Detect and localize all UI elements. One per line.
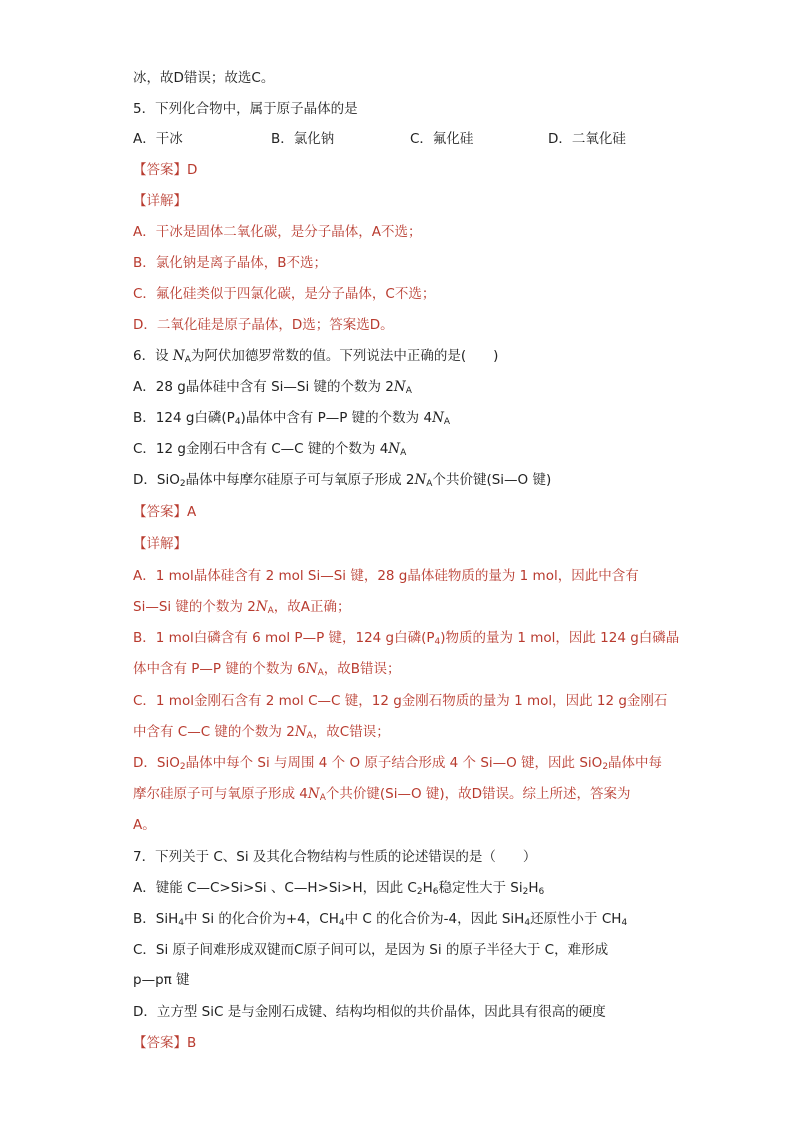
subscript: 2 [416,887,423,897]
q6-option-c [133,439,406,459]
text: B．1 mol白磷含有 6 mol P—P 键，124 g白磷(P [133,630,435,646]
text: 个共价键(Si—O 键) [432,472,552,488]
answer-label: 【答案】 [133,504,187,520]
q7-option-b [133,909,627,929]
q6-option-d [133,470,551,490]
question-text: 5．下列化合物中，属于原子晶体的是 [133,101,358,117]
subscript: 2 [179,479,186,489]
text: H [422,880,433,896]
option-text: B．氯化钠 [271,131,335,147]
detail-label: 【详解】 [133,193,187,209]
text: 为阿伏加德罗常数的值。下列说法中正确的是( ) [190,348,499,364]
text: 晶体中每个 Si 与周围 4 个 O 原子结合形成 4 个 Si—O 键，因此 SiO [185,755,603,771]
text-line [133,68,274,88]
answer-6 [133,502,196,522]
question-7 [133,847,536,867]
question-text: 7．下列关于 C、Si 及其化合物结构与性质的论述错误的是（ ） [133,849,537,865]
explanation-line [133,659,401,679]
explanation-line [133,691,667,711]
text: 中 Si 的化合价为+4，CH [183,911,339,927]
text: p—pπ 键 [133,972,190,988]
answer-value: A [187,504,197,520]
subscript: 4 [434,637,441,647]
text: A．干冰是固体二氧化碳，是分子晶体，A不选； [133,224,422,240]
text: 晶体中每摩尔硅原子可与氧原子形成 2 [185,472,415,488]
text: B．氯化钠是离子晶体，B不选； [133,255,328,271]
subscript: 6 [432,887,439,897]
symbol-n: N [305,661,318,677]
detail-6-heading [133,534,187,554]
text: )晶体中含有 P—P 键的个数为 4 [240,410,433,426]
text: D．立方型 SiC 是与金刚石成键、结构均相似的共价晶体，因此具有很高的硬度 [133,1004,606,1020]
text: 晶体中每 [608,755,663,771]
text: 还原性小于 CH [530,911,622,927]
option-text: A．干冰 [133,131,183,147]
subscript: 4 [621,918,628,928]
explanation-line [133,284,435,304]
answer-value: B [187,1035,197,1051]
answer-7 [133,1033,196,1053]
text: 6．设 [133,348,173,364]
text: 稳定性大于 Si [438,880,523,896]
answer-5 [133,160,197,180]
subscript: A [267,606,274,616]
text: A．28 g晶体硅中含有 Si—Si 键的个数为 2 [133,379,394,395]
text: D．SiO [133,472,180,488]
subscript: 4 [178,918,184,928]
text: 摩尔硅原子可与氧原子形成 4 [133,786,308,802]
text: 体中含有 P—P 键的个数为 6 [133,661,306,677]
text: ，故A正确； [273,599,351,615]
symbol-n: N [294,724,307,740]
subscript: A [426,479,433,489]
explanation-line [133,566,639,586]
explanation-line [133,628,679,648]
subscript: A [443,417,451,427]
subscript: A [317,668,324,678]
subscript: 4 [524,918,531,928]
text: ，故C错误； [312,724,390,740]
symbol-n: N [432,410,444,426]
explanation-line [133,253,327,273]
symbol-n: N [255,599,268,615]
q5-option-c [410,129,473,149]
q5-option-b [271,129,334,149]
subscript: 2 [602,762,609,772]
q5-option-a [133,129,183,149]
q7-option-c [133,940,608,960]
text: B．124 g白磷(P [133,410,235,426]
subscript: A [306,731,313,741]
symbol-n: N [393,379,406,395]
text: C．1 mol金刚石含有 2 mol C—C 键，12 g金刚石物质的量为 1 mol，因此 12 g金刚石 [133,693,668,709]
text: 冰，故D错误；故选C。 [133,70,275,86]
answer-label: 【答案】 [133,162,187,178]
subscript: 4 [338,918,345,928]
explanation-line [133,753,662,773]
detail-5-heading [133,191,187,211]
text: D．SiO [133,755,180,771]
question-6 [133,346,498,366]
text: 个共价键(Si—O 键)，故D错误。综上所述，答案为 [325,786,631,802]
text: D．二氧化硅是原子晶体，D选；答案选D。 [133,317,394,333]
q7-option-d [133,1002,606,1022]
text: )物质的量为 1 mol，因此 124 g白磷晶 [440,630,680,646]
text: ，故B错误； [323,661,401,677]
symbol-n: N [172,348,185,364]
text: C．Si 原子间难形成双键而C原子间可以，是因为 Si 的原子半径大于 C，难形成 [133,942,609,958]
text: C．氟化硅类似于四氯化碳，是分子晶体，C不选； [133,286,436,302]
subscript: 4 [234,417,241,427]
q7-option-c-cont [133,970,190,990]
answer-label: 【答案】 [133,1035,187,1051]
explanation-line [133,784,631,804]
option-text: C．氟化硅 [410,131,474,147]
text: C．12 g金刚石中含有 C—C 键的个数为 4 [133,441,389,457]
q6-option-b [133,408,450,428]
option-text: D．二氧化硅 [548,131,626,147]
symbol-n: N [388,441,401,457]
q5-option-d [548,129,626,149]
subscript: 2 [522,887,529,897]
q7-option-a [133,878,544,898]
text: A．键能 C—C>Si>Si 、C—H>Si>H，因此 C [133,880,417,896]
text: 中含有 C—C 键的个数为 2 [133,724,295,740]
text: B．SiH [133,911,179,927]
symbol-n: N [307,786,320,802]
subscript: 6 [538,887,545,897]
text: A。 [133,817,156,833]
detail-label: 【详解】 [133,536,187,552]
subscript: 2 [179,762,186,772]
subscript: A [400,448,407,458]
text: Si—Si 键的个数为 2 [133,599,256,615]
explanation-line [133,722,390,742]
explanation-line [133,597,351,617]
text: A．1 mol晶体硅含有 2 mol Si—Si 键，28 g晶体硅物质的量为 1 mol，因此中含有 [133,568,639,584]
question-5 [133,99,358,119]
explanation-line [133,222,421,242]
q6-option-a [133,377,412,397]
symbol-n: N [414,472,427,488]
explanation-line [133,315,394,335]
subscript: A [184,355,191,365]
answer-value: D [187,162,198,178]
text: H [528,880,539,896]
subscript: A [405,386,412,396]
text: 中 C 的化合价为-4，因此 SiH [344,911,525,927]
explanation-line [133,815,156,835]
subscript: A [319,793,326,803]
